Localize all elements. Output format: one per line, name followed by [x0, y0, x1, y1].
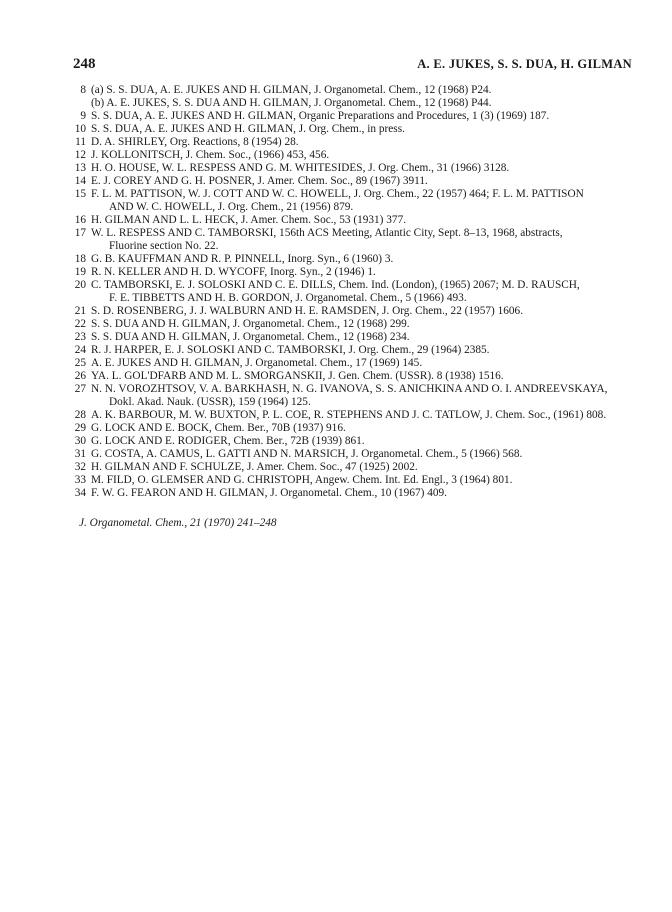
reference-text — [91, 357, 633, 370]
reference-line: G. LOCK AND E. BOCK, Chem. Ber., 70B (1937) 916. — [91, 422, 346, 434]
reference-line: F. W. G. FEARON AND H. GILMAN, J. Organometal. Chem., 10 (1967) 409. — [91, 487, 447, 499]
reference-text — [91, 253, 633, 266]
reference-line: AND W. C. HOWELL, J. Org. Chem., 21 (1956) 879. — [109, 201, 354, 213]
reference-number: 31 — [74, 448, 86, 460]
reference-line: F. L. M. PATTISON, W. J. COTT AND W. C. HOWELL, J. Org. Chem., 22 (1957) 464; F. L. M. PATTISON — [91, 188, 584, 200]
reference-item — [73, 149, 633, 162]
reference-item — [73, 318, 633, 331]
reference-text — [91, 136, 633, 149]
reference-number: 34 — [74, 487, 86, 499]
reference-item — [73, 253, 633, 266]
reference-line: F. E. TIBBETTS AND H. B. GORDON, J. Organometal. Chem., 5 (1966) 493. — [109, 292, 467, 304]
reference-number: 8 — [80, 84, 86, 96]
reference-number: 9 — [80, 110, 86, 122]
reference-text — [91, 149, 633, 162]
reference-text — [91, 162, 633, 175]
reference-item — [73, 435, 633, 448]
reference-number: 32 — [74, 461, 86, 473]
reference-text — [91, 331, 633, 344]
reference-number: 21 — [74, 305, 86, 317]
reference-number: 12 — [74, 149, 86, 161]
reference-text — [91, 214, 633, 227]
reference-line: H. GILMAN AND F. SCHULZE, J. Amer. Chem. Soc., 47 (1925) 2002. — [91, 461, 418, 473]
reference-line: H. O. HOUSE, W. L. RESPESS AND G. M. WHITESIDES, J. Org. Chem., 31 (1966) 3128. — [91, 162, 510, 174]
reference-line: E. J. COREY AND G. H. POSNER, J. Amer. Chem. Soc., 89 (1967) 3911. — [91, 175, 428, 187]
reference-line: G. LOCK AND E. RODIGER, Chem. Ber., 72B (1939) 861. — [91, 435, 365, 447]
reference-line: S. S. DUA, A. E. JUKES AND H. GILMAN, J. Org. Chem., in press. — [91, 123, 405, 135]
reference-item — [73, 84, 633, 110]
reference-text — [91, 448, 633, 461]
reference-line: W. L. RESPESS AND C. TAMBORSKI, 156th ACS Meeting, Atlantic City, Sept. 8–13, 1968, abstracts, — [91, 227, 563, 239]
reference-text — [91, 474, 633, 487]
reference-number: 24 — [74, 344, 86, 356]
reference-number: 19 — [74, 266, 86, 278]
reference-number: 30 — [74, 435, 86, 447]
reference-item — [73, 175, 633, 188]
reference-item — [73, 487, 633, 500]
reference-line: G. B. KAUFFMAN AND R. P. PINNELL, Inorg. Syn., 6 (1960) 3. — [91, 253, 394, 265]
reference-line: N. N. VOROZHTSOV, V. A. BARKHASH, N. G. IVANOVA, S. S. ANICHKINA AND O. I. ANDREEVSKAYA, — [91, 383, 608, 395]
reference-item — [73, 305, 633, 318]
reference-text — [91, 409, 633, 422]
reference-item — [73, 162, 633, 175]
reference-number: 14 — [74, 175, 86, 187]
reference-text — [91, 266, 633, 279]
reference-number: 10 — [74, 123, 86, 135]
reference-text — [91, 175, 633, 188]
reference-line: A. K. BARBOUR, M. W. BUXTON, P. L. COE, R. STEPHENS AND J. C. TATLOW, J. Chem. Soc., (1961) 808. — [91, 409, 607, 421]
reference-item — [73, 266, 633, 279]
reference-item — [73, 409, 633, 422]
reference-item — [73, 227, 633, 253]
page-header — [73, 56, 632, 76]
reference-line: YA. L. GOL'DFARB AND M. L. SMORGANSKII, J. Gen. Chem. (USSR). 8 (1938) 1516. — [91, 370, 504, 382]
reference-number: 25 — [74, 357, 86, 369]
reference-text — [91, 188, 633, 214]
reference-number: 26 — [74, 370, 86, 382]
journal-citation-footer: J. Organometal. Chem., 21 (1970) 241–248 — [79, 517, 277, 529]
reference-line: D. A. SHIRLEY, Org. Reactions, 8 (1954) 28. — [91, 136, 299, 148]
reference-item — [73, 448, 633, 461]
reference-line: J. KOLLONITSCH, J. Chem. Soc., (1966) 453, 456. — [91, 149, 330, 161]
reference-item — [73, 383, 633, 409]
reference-text — [91, 370, 633, 383]
reference-item — [73, 214, 633, 227]
reference-number: 11 — [75, 136, 86, 148]
reference-text — [91, 123, 633, 136]
reference-line: S. D. ROSENBERG, J. J. WALBURN AND H. E. RAMSDEN, J. Org. Chem., 22 (1957) 1606. — [91, 305, 524, 317]
reference-item — [73, 331, 633, 344]
reference-number: 18 — [74, 253, 86, 265]
reference-number: 15 — [74, 188, 86, 200]
reference-line: (a) S. S. DUA, A. E. JUKES AND H. GILMAN, J. Organometal. Chem., 12 (1968) P24. — [91, 84, 492, 96]
reference-line: M. FILD, O. GLEMSER AND G. CHRISTOPH, Angew. Chem. Int. Ed. Engl., 3 (1964) 801. — [91, 474, 513, 486]
reference-line: C. TAMBORSKI, E. J. SOLOSKI AND C. E. DILLS, Chem. Ind. (London), (1965) 2067; M. D. RAUSCH, — [91, 279, 580, 291]
reference-line: A. E. JUKES AND H. GILMAN, J. Organometal. Chem., 17 (1969) 145. — [91, 357, 423, 369]
reference-item — [73, 188, 633, 214]
reference-item — [73, 123, 633, 136]
reference-item — [73, 370, 633, 383]
reference-text — [91, 435, 633, 448]
reference-item — [73, 344, 633, 357]
reference-text — [91, 227, 633, 253]
reference-number: 22 — [74, 318, 86, 330]
reference-number: 20 — [74, 279, 86, 291]
reference-text — [91, 84, 633, 110]
reference-text — [91, 279, 633, 305]
page-number: 248 — [73, 56, 96, 72]
reference-text — [91, 383, 633, 409]
reference-line: H. GILMAN AND L. L. HECK, J. Amer. Chem. Soc., 53 (1931) 377. — [91, 214, 407, 226]
reference-text — [91, 344, 633, 357]
reference-item — [73, 279, 633, 305]
reference-line: S. S. DUA AND H. GILMAN, J. Organometal. Chem., 12 (1968) 234. — [91, 331, 410, 343]
reference-line: S. S. DUA, A. E. JUKES AND H. GILMAN, Organic Preparations and Procedures, 1 (3) (1969) 187. — [91, 110, 550, 122]
reference-line: Dokl. Akad. Nauk. (USSR), 159 (1964) 125. — [109, 396, 311, 408]
reference-line: Fluorine section No. 22. — [109, 240, 219, 252]
reference-number: 13 — [74, 162, 86, 174]
reference-line: (b) A. E. JUKES, S. S. DUA AND H. GILMAN, J. Organometal. Chem., 12 (1968) P44. — [91, 97, 492, 109]
reference-number: 27 — [74, 383, 86, 395]
reference-text — [91, 461, 633, 474]
reference-number: 16 — [74, 214, 86, 226]
reference-line: R. J. HARPER, E. J. SOLOSKI AND C. TAMBORSKI, J. Org. Chem., 29 (1964) 2385. — [91, 344, 490, 356]
reference-item — [73, 422, 633, 435]
reference-list — [73, 84, 633, 500]
reference-text — [91, 487, 633, 500]
reference-number: 33 — [74, 474, 86, 486]
reference-line: S. S. DUA AND H. GILMAN, J. Organometal. Chem., 12 (1968) 299. — [91, 318, 410, 330]
reference-text — [91, 422, 633, 435]
reference-line: G. COSTA, A. CAMUS, L. GATTI AND N. MARSICH, J. Organometal. Chem., 5 (1966) 568. — [91, 448, 523, 460]
reference-number: 28 — [74, 409, 86, 421]
reference-text — [91, 318, 633, 331]
reference-item — [73, 136, 633, 149]
reference-text — [91, 110, 633, 123]
reference-text — [91, 305, 633, 318]
reference-line: R. N. KELLER AND H. D. WYCOFF, Inorg. Syn., 2 (1946) 1. — [91, 266, 376, 278]
reference-number: 23 — [74, 331, 86, 343]
reference-item — [73, 110, 633, 123]
running-title: A. E. JUKES, S. S. DUA, H. GILMAN — [417, 57, 632, 71]
reference-item — [73, 474, 633, 487]
reference-number: 17 — [74, 227, 86, 239]
reference-item — [73, 461, 633, 474]
reference-number: 29 — [74, 422, 86, 434]
reference-item — [73, 357, 633, 370]
